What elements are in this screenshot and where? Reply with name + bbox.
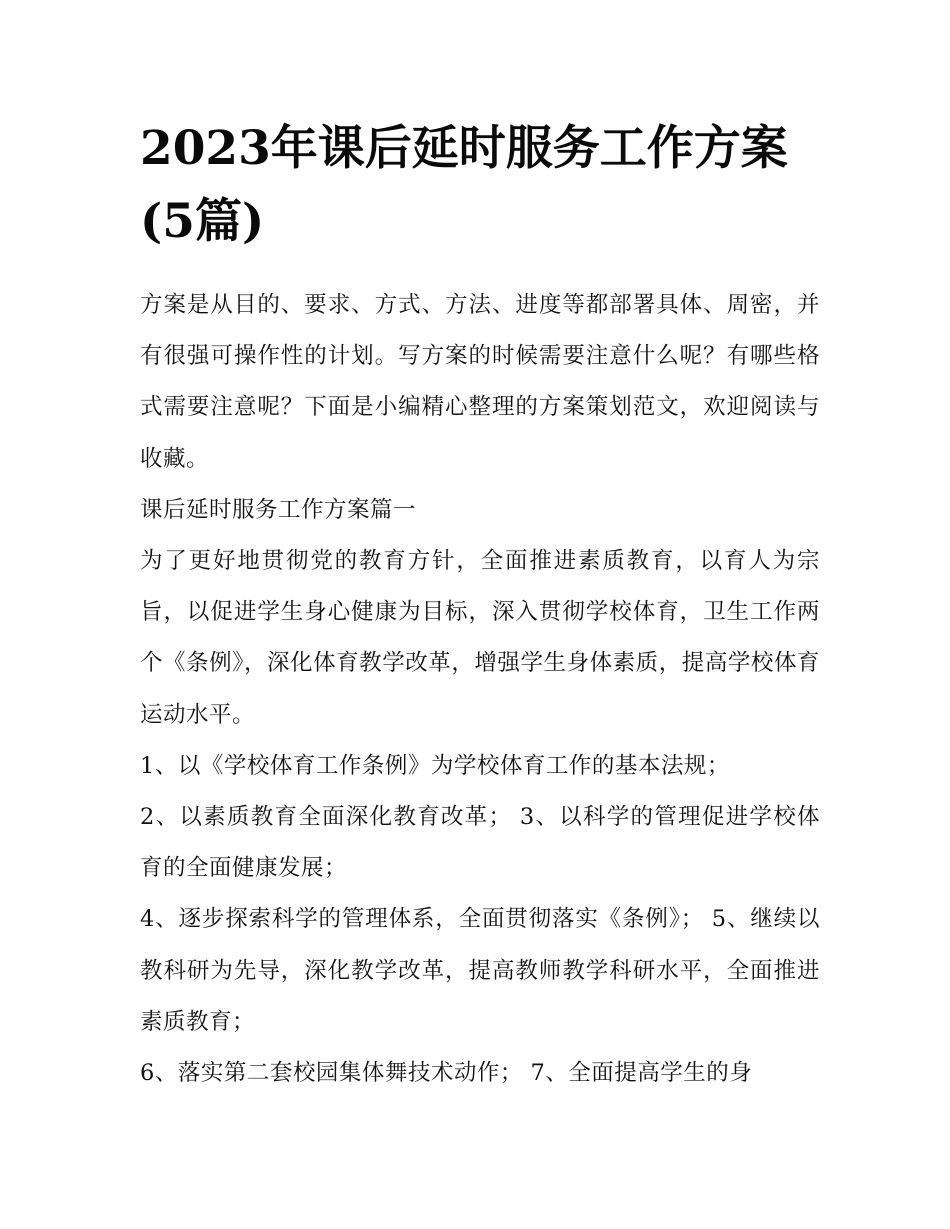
document-page <box>140 112 820 1099</box>
list-item-4-5: 4、逐步探索科学的管理体系，全面贯彻落实《条例》； 5、继续以教科研为先导，深化教学改革，提高教师教学科研水平，全面推进素质教育； <box>140 906 820 1035</box>
list-item-6-7: 6、落实第二套校园集体舞技术动作； 7、全面提高学生的身 <box>140 1060 753 1087</box>
document-title: 2023年课后延时服务工作方案(5篇) <box>140 121 788 249</box>
intro-paragraph: 方案是从目的、要求、方式、方法、进度等都部署具体、周密，并有很强可操作性的计划。写方案的时候需要注意什么呢？有哪些格式需要注意呢？下面是小编精心整理的方案策划范文，欢迎阅读与收藏。 <box>140 292 820 472</box>
document-body <box>140 280 820 1099</box>
body-paragraph: 为了更好地贯彻党的教育方针，全面推进素质教育，以育人为宗旨，以促进学生身心健康为目标，深入贯彻学校体育，卫生工作两个《条例》，深化体育教学改革，增强学生身体素质，提高学校体育运动水平。 <box>140 548 820 728</box>
list-item-2-3: 2、以素质教育全面深化教育改革； 3、以科学的管理促进学校体育的全面健康发展； <box>140 804 820 882</box>
section-heading: 课后延时服务工作方案篇一 <box>140 496 417 523</box>
list-item-1: 1、以《学校体育工作条例》为学校体育工作的基本法规； <box>140 752 730 779</box>
